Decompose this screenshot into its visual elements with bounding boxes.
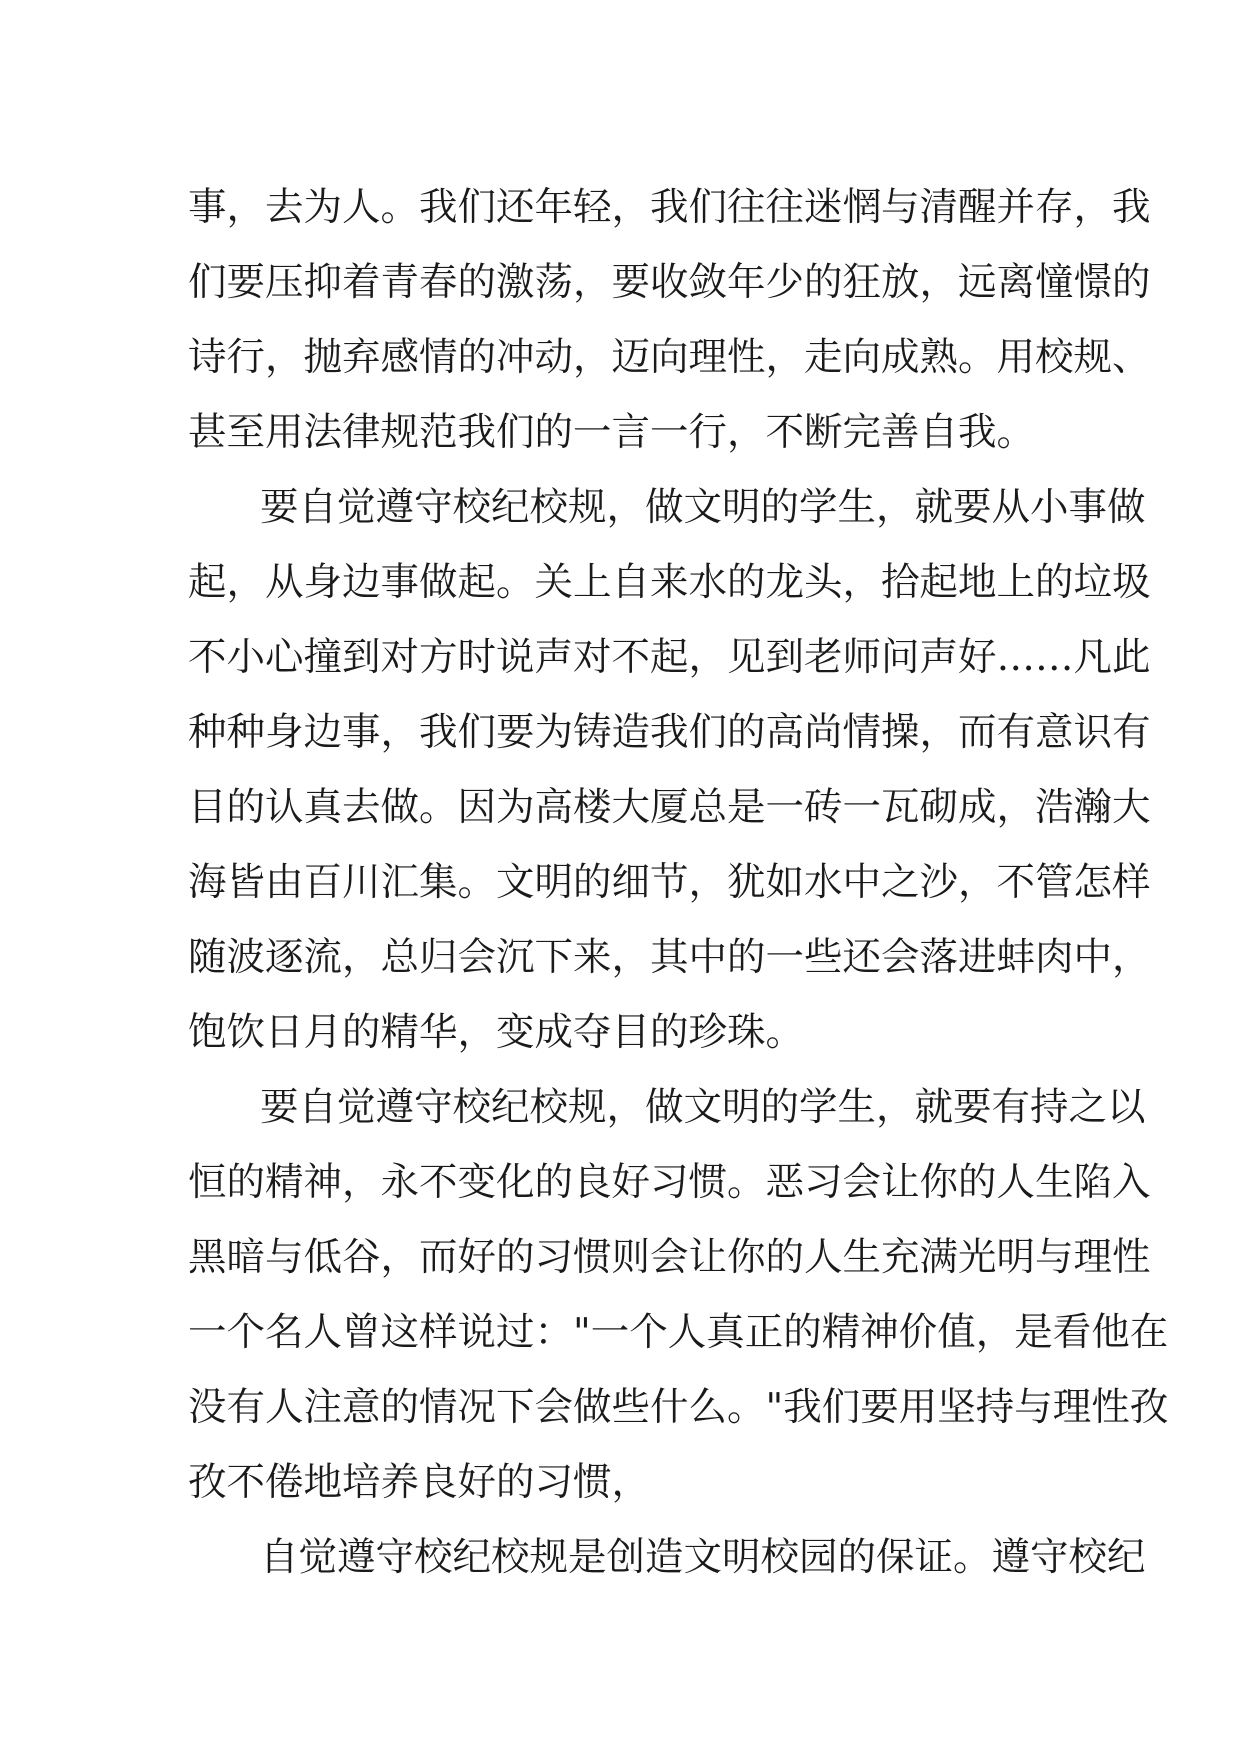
text-line: 随波逐流，总归会沉下来，其中的一些还会落进蚌肉中， (188, 935, 1151, 980)
text-line: 没有人注意的情况下会做些什么。"我们要用坚持与理性孜 (188, 1385, 1169, 1430)
paragraph-first-line: 自觉遵守校纪校规是创造文明校园的保证。遵守校纪 (260, 1535, 1146, 1580)
body-text (188, 170, 1169, 1595)
paragraph-first-line: 要自觉遵守校纪校规，做文明的学生，就要有持之以 (260, 1085, 1146, 1130)
text-line: 们要压抑着青春的激荡，要收敛年少的狂放，远离憧憬的 (188, 260, 1151, 305)
text-line: 黑暗与低谷，而好的习惯则会让你的人生充满光明与理性 (188, 1235, 1151, 1280)
text-line: 事，去为人。我们还年轻，我们往往迷惘与清醒并存，我 (188, 185, 1151, 230)
text-line: 甚至用法律规范我们的一言一行，不断完善自我。 (188, 410, 1036, 455)
text-line: 海皆由百川汇集。文明的细节，犹如水中之沙，不管怎样 (188, 860, 1151, 905)
text-line: 诗行，抛弃感情的冲动，迈向理性，走向成熟。用校规、 (188, 335, 1151, 380)
text-line: 不小心撞到对方时说声对不起，见到老师问声好……凡此 (188, 635, 1151, 680)
paragraph-first-line: 要自觉遵守校纪校规，做文明的学生，就要从小事做 (260, 485, 1146, 530)
text-line: 种种身边事，我们要为铸造我们的高尚情操，而有意识有 (188, 710, 1151, 755)
text-line: 孜不倦地培养良好的习惯， (188, 1460, 651, 1505)
text-line: 起，从身边事做起。关上自来水的龙头，拾起地上的垃圾 (188, 560, 1151, 605)
text-line: 一个名人曾这样说过："一个人真正的精神价值，是看他在 (188, 1310, 1169, 1355)
text-line: 饱饮日月的精华，变成夺目的珍珠。 (188, 1010, 805, 1055)
text-line: 恒的精神，永不变化的良好习惯。恶习会让你的人生陷入 (188, 1160, 1151, 1205)
text-line: 目的认真去做。因为高楼大厦总是一砖一瓦砌成，浩瀚大 (188, 785, 1151, 830)
